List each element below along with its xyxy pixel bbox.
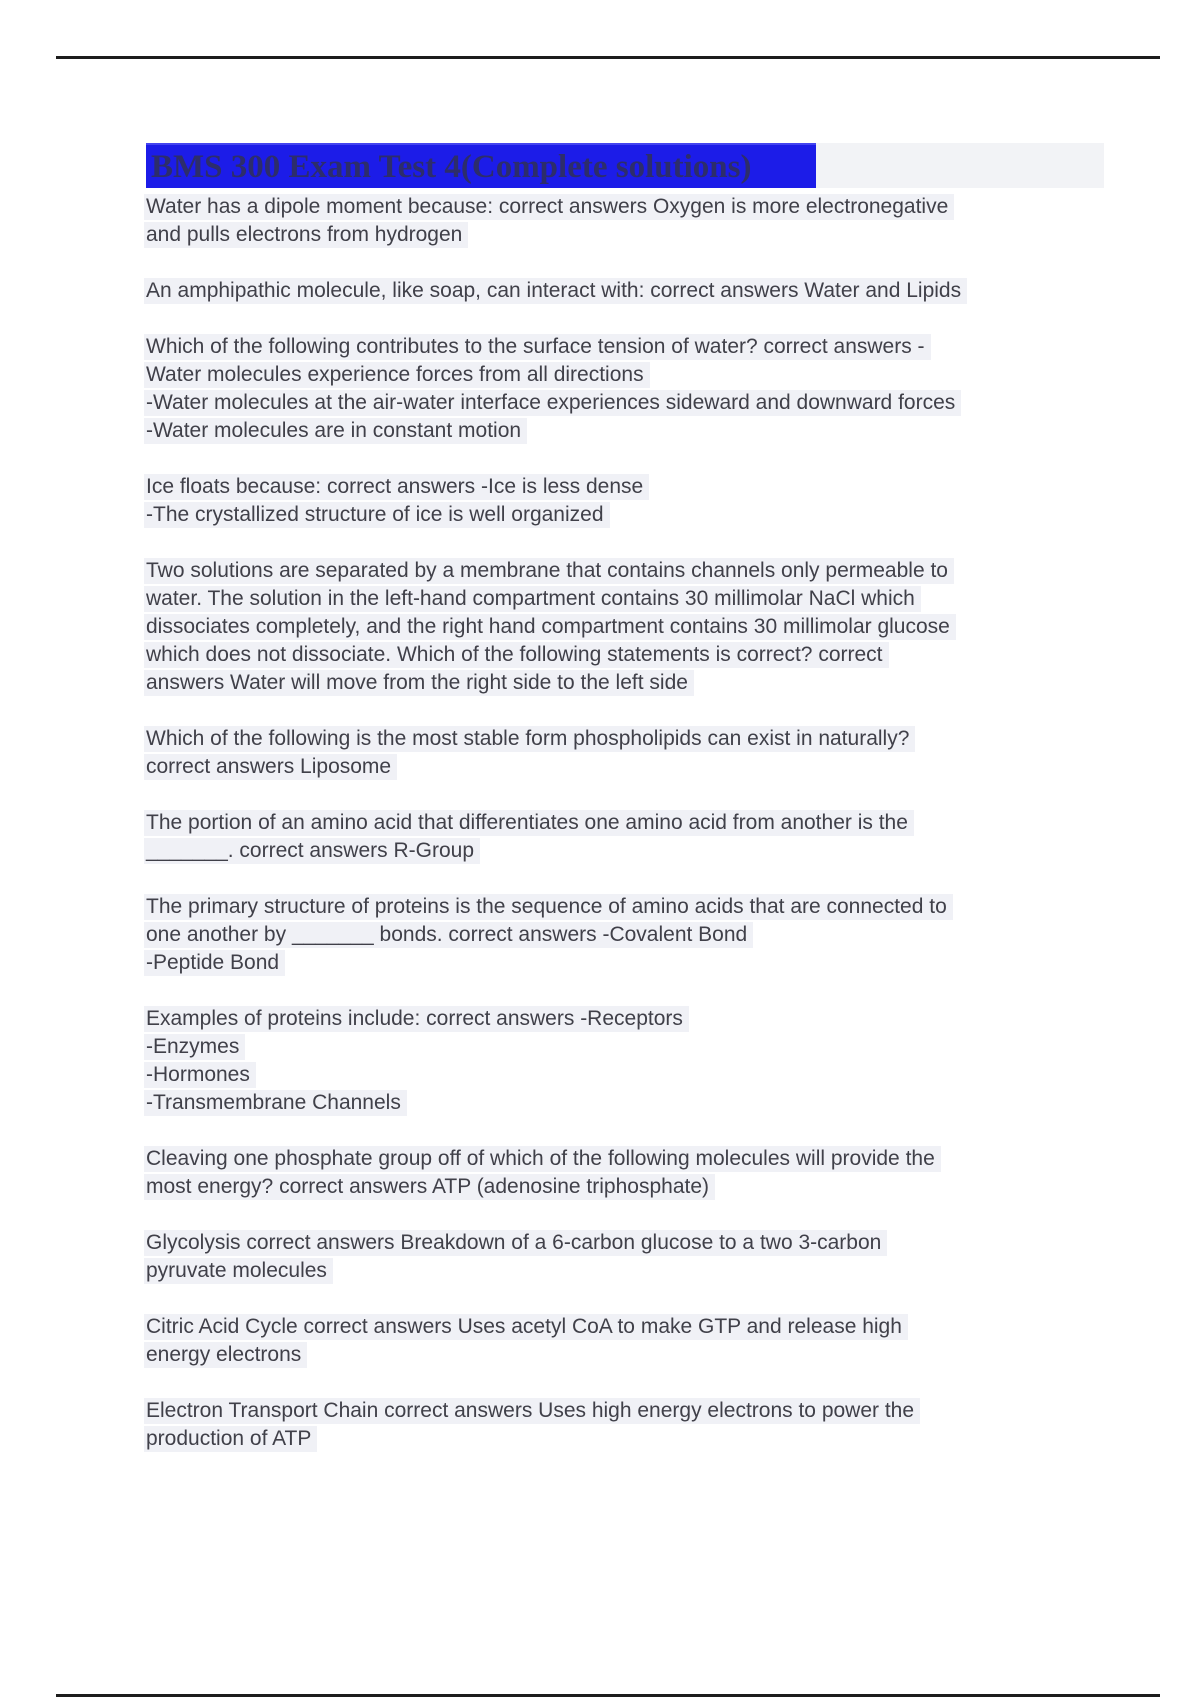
qa-paragraph	[146, 557, 1146, 697]
qa-line-text: Two solutions are separated by a membrane that contains channels only permeable to	[144, 558, 954, 584]
qa-line	[146, 893, 1146, 921]
qa-line-text: Citric Acid Cycle correct answers Uses acetyl CoA to make GTP and release high	[144, 1314, 908, 1340]
document-title: BMS 300 Exam Test 4(Complete solutions)	[146, 143, 816, 188]
qa-line-text: Electron Transport Chain correct answers Uses high energy electrons to power the	[144, 1398, 920, 1424]
qa-line	[146, 1425, 1146, 1453]
qa-line-text: pyruvate molecules	[144, 1258, 333, 1284]
qa-line-text: dissociates completely, and the right hand compartment contains 30 millimolar glucose	[144, 614, 956, 640]
qa-line	[146, 221, 1146, 249]
qa-line-text: energy electrons	[144, 1342, 307, 1368]
qa-line	[146, 921, 1146, 949]
qa-line	[146, 557, 1146, 585]
qa-line	[146, 585, 1146, 613]
qa-line-text: Examples of proteins include: correct answers -Receptors	[144, 1006, 689, 1032]
qa-line	[146, 1145, 1146, 1173]
qa-paragraph	[146, 193, 1146, 249]
qa-line-text: water. The solution in the left-hand compartment contains 30 millimolar NaCl which	[144, 586, 921, 612]
qa-line-text: Glycolysis correct answers Breakdown of a 6-carbon glucose to a two 3-carbon	[144, 1230, 887, 1256]
qa-paragraph	[146, 809, 1146, 865]
qa-line-text: Which of the following is the most stable form phospholipids can exist in naturally?	[144, 726, 915, 752]
qa-line-text: production of ATP	[144, 1426, 317, 1452]
qa-line-text: answers Water will move from the right side to the left side	[144, 670, 694, 696]
qa-line	[146, 753, 1146, 781]
qa-line	[146, 501, 1146, 529]
qa-line-text: -The crystallized structure of ice is well organized	[144, 502, 610, 528]
qa-line	[146, 1257, 1146, 1285]
qa-paragraph	[146, 1145, 1146, 1201]
qa-line	[146, 725, 1146, 753]
qa-line-text: Ice floats because: correct answers -Ice is less dense	[144, 474, 649, 500]
top-rule	[56, 56, 1160, 59]
title-row	[146, 143, 1104, 188]
qa-line	[146, 1061, 1146, 1089]
qa-line	[146, 333, 1146, 361]
qa-line	[146, 193, 1146, 221]
bottom-rule	[56, 1694, 1160, 1697]
qa-line	[146, 837, 1146, 865]
qa-line-text: -Hormones	[144, 1062, 256, 1088]
qa-line	[146, 1005, 1146, 1033]
qa-line-text: Water has a dipole moment because: correct answers Oxygen is more electronegative	[144, 194, 954, 220]
qa-line	[146, 949, 1146, 977]
qa-line	[146, 1229, 1146, 1257]
qa-line-text: -Peptide Bond	[144, 950, 285, 976]
qa-line-text: The primary structure of proteins is the sequence of amino acids that are connected to	[144, 894, 953, 920]
qa-paragraph	[146, 725, 1146, 781]
qa-line	[146, 669, 1146, 697]
qa-line-text: most energy? correct answers ATP (adenosine triphosphate)	[144, 1174, 715, 1200]
qa-paragraph	[146, 473, 1146, 529]
qa-line-text: -Water molecules are in constant motion	[144, 418, 527, 444]
qa-paragraph	[146, 1397, 1146, 1453]
qa-line	[146, 1089, 1146, 1117]
qa-line-text: and pulls electrons from hydrogen	[144, 222, 468, 248]
title-trailing-highlight	[816, 143, 1104, 188]
qa-paragraph	[146, 1313, 1146, 1369]
qa-line	[146, 613, 1146, 641]
qa-line	[146, 389, 1146, 417]
qa-line-text: which does not dissociate. Which of the following statements is correct? correct	[144, 642, 889, 668]
qa-paragraph	[146, 333, 1146, 445]
qa-line-text: correct answers Liposome	[144, 754, 397, 780]
qa-line-text: Cleaving one phosphate group off of which of the following molecules will provide the	[144, 1146, 941, 1172]
qa-content	[146, 193, 1146, 1453]
qa-line-text: -Transmembrane Channels	[144, 1090, 407, 1116]
qa-line-text: Which of the following contributes to the surface tension of water? correct answers -	[144, 334, 931, 360]
qa-line-text: An amphipathic molecule, like soap, can interact with: correct answers Water and Lipids	[144, 278, 967, 304]
qa-paragraph	[146, 1005, 1146, 1117]
qa-paragraph	[146, 893, 1146, 977]
qa-paragraph	[146, 1229, 1146, 1285]
qa-line-text: -Enzymes	[144, 1034, 245, 1060]
qa-line	[146, 1313, 1146, 1341]
qa-line-text: The portion of an amino acid that differentiates one amino acid from another is the	[144, 810, 914, 836]
qa-line	[146, 809, 1146, 837]
qa-line	[146, 361, 1146, 389]
qa-paragraph	[146, 277, 1146, 305]
qa-line-text: -Water molecules at the air-water interface experiences sideward and downward forces	[144, 390, 961, 416]
qa-line	[146, 1397, 1146, 1425]
qa-line-text: _______. correct answers R-Group	[144, 838, 480, 864]
qa-line	[146, 1033, 1146, 1061]
qa-line	[146, 1341, 1146, 1369]
qa-line	[146, 417, 1146, 445]
qa-line-text: Water molecules experience forces from all directions	[144, 362, 650, 388]
qa-line	[146, 1173, 1146, 1201]
qa-line	[146, 641, 1146, 669]
qa-line-text: one another by _______ bonds. correct answers -Covalent Bond	[144, 922, 753, 948]
qa-line	[146, 473, 1146, 501]
qa-line	[146, 277, 1146, 305]
